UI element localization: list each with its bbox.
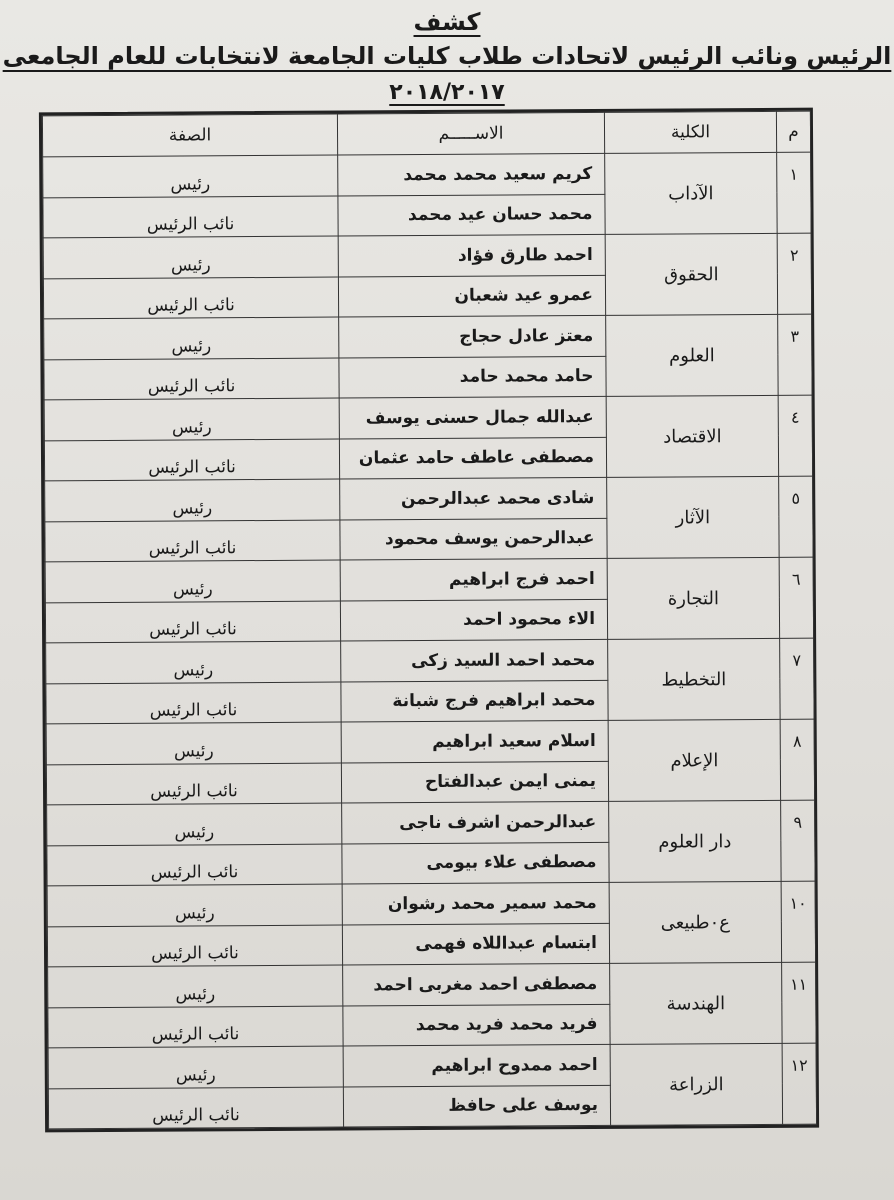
president-name: شادى محمد عبدالرحمن xyxy=(340,477,607,519)
kashf-text: كشف xyxy=(413,8,481,36)
faculty-cell: التخطيط xyxy=(608,638,780,720)
table-row xyxy=(46,719,814,764)
president-name: احمد طارق فؤاد xyxy=(338,234,605,276)
table-row xyxy=(43,233,811,278)
column-header-num: م xyxy=(776,111,810,152)
vice-name: يمنى ايمن عبدالفتاح xyxy=(341,761,608,803)
role-cell xyxy=(47,803,342,845)
role-cell xyxy=(43,196,338,238)
row-number: ٦ xyxy=(779,557,813,638)
president-name: محمد سمير محمد رشوان xyxy=(342,882,609,924)
president-role: رئيس xyxy=(171,417,212,438)
president-name: اسلام سعيد ابراهيم xyxy=(341,720,608,762)
faculty-cell: دار العلوم xyxy=(609,800,781,882)
column-header-faculty: الكلية xyxy=(604,111,776,153)
vice-name: ابتسام عبداللاه فهمى xyxy=(342,923,609,965)
vice-name: يوسف على حافظ xyxy=(343,1085,610,1127)
vice-role: نائب الرئيس xyxy=(147,295,235,316)
row-number: ١٠ xyxy=(781,881,815,962)
vice-role: نائب الرئيس xyxy=(152,1105,240,1126)
row-number: ٥ xyxy=(779,476,813,557)
role-cell xyxy=(48,965,343,1007)
president-name: محمد احمد السيد زكى xyxy=(341,639,608,681)
column-header-role: الصفة xyxy=(42,114,337,157)
faculty-cell: الإعلام xyxy=(608,719,780,801)
faculty-cell: التجارة xyxy=(607,557,779,639)
results-table-frame xyxy=(39,108,819,1133)
table-row xyxy=(48,1043,816,1088)
vice-name: حامد محمد حامد xyxy=(339,356,606,398)
president-role: رئيس xyxy=(174,822,215,843)
table-row xyxy=(47,881,815,926)
role-cell xyxy=(43,277,338,319)
vice-role: نائب الرئيس xyxy=(149,619,237,640)
row-number: ١٢ xyxy=(782,1043,816,1124)
president-role: رئيس xyxy=(175,1065,216,1086)
row-number: ١ xyxy=(777,152,811,233)
academic-year-text: ٢٠١٨/٢٠١٧ xyxy=(389,80,505,105)
president-role: رئيس xyxy=(174,903,215,924)
president-role: رئيس xyxy=(172,498,213,519)
role-cell xyxy=(47,925,342,967)
role-cell xyxy=(43,236,338,278)
vice-name: محمد ابراهيم فرج شبانة xyxy=(341,680,608,722)
role-cell xyxy=(48,1046,343,1088)
president-name: احمد ممدوح ابراهيم xyxy=(343,1044,610,1086)
table-row xyxy=(47,800,815,845)
role-cell xyxy=(48,1006,343,1048)
document-kashf-heading xyxy=(0,8,894,36)
table-row xyxy=(44,314,812,359)
president-name: احمد فرج ابراهيم xyxy=(340,558,607,600)
vice-name: عمرو عيد شعبان xyxy=(338,275,605,317)
table-row xyxy=(43,152,811,197)
table-row xyxy=(44,395,812,440)
faculty-cell: العلوم xyxy=(606,314,778,396)
table-row xyxy=(48,962,816,1007)
faculty-cell: الهندسة xyxy=(610,962,782,1044)
results-table xyxy=(42,111,817,1130)
vice-role: نائب الرئيس xyxy=(148,538,237,559)
faculty-cell: ع٠طبيعى xyxy=(609,881,781,963)
column-header-name: الاســـــم xyxy=(337,112,604,155)
row-number: ٨ xyxy=(780,719,814,800)
table-body xyxy=(43,152,817,1129)
vice-name: مصطفى علاء بيومى xyxy=(342,842,609,884)
vice-role: نائب الرئيس xyxy=(148,457,236,478)
president-role: رئيس xyxy=(171,336,212,357)
academic-year xyxy=(0,80,894,105)
president-role: رئيس xyxy=(170,255,211,276)
role-cell xyxy=(44,398,339,440)
role-cell xyxy=(44,439,339,481)
president-role: رئيس xyxy=(172,579,213,600)
president-name: عبدالله جمال حسنى يوسف xyxy=(339,396,606,438)
vice-role: نائب الرئيس xyxy=(150,862,239,883)
president-role: رئيس xyxy=(173,741,214,762)
role-cell xyxy=(46,763,341,805)
role-cell xyxy=(46,682,341,724)
row-number: ٩ xyxy=(781,800,815,881)
president-role: رئيس xyxy=(173,660,214,681)
document-title: الرئيس ونائب الرئيس لاتحادات طلاب كليات الجامعة لانتخابات للعام الجامعى xyxy=(2,42,892,70)
vice-role: نائب الرئيس xyxy=(149,700,238,721)
faculty-cell: الآداب xyxy=(605,152,777,234)
vice-role: نائب الرئيس xyxy=(151,1024,240,1045)
vice-name: مصطفى عاطف حامد عثمان xyxy=(339,437,606,479)
table-row xyxy=(45,476,813,521)
president-role: رئيس xyxy=(170,174,211,195)
role-cell xyxy=(45,520,340,562)
vice-name: محمد حسان عيد محمد xyxy=(338,194,605,236)
president-name: عبدالرحمن اشرف ناجى xyxy=(342,801,609,843)
row-number: ٧ xyxy=(780,638,814,719)
role-cell xyxy=(43,155,338,197)
role-cell xyxy=(46,641,341,683)
vice-name: عبدالرحمن يوسف محمود xyxy=(340,518,607,560)
role-cell xyxy=(47,884,342,926)
faculty-cell: الزراعة xyxy=(610,1043,782,1125)
vice-role: نائب الرئيس xyxy=(151,943,239,964)
table-row xyxy=(46,638,814,683)
president-role: رئيس xyxy=(175,984,216,1005)
role-cell xyxy=(46,722,341,764)
role-cell xyxy=(45,601,340,643)
vice-role: نائب الرئيس xyxy=(147,376,236,397)
row-number: ٢ xyxy=(777,233,811,314)
president-name: مصطفى احمد مغربى احمد xyxy=(343,963,610,1005)
vice-name: فريد محمد فريد محمد xyxy=(343,1004,610,1046)
faculty-cell: الاقتصاد xyxy=(606,395,778,477)
role-cell xyxy=(47,844,342,886)
faculty-cell: الحقوق xyxy=(605,233,777,315)
faculty-cell: الآثار xyxy=(607,476,779,558)
role-cell xyxy=(44,358,339,400)
table-header-row xyxy=(42,111,810,157)
role-cell xyxy=(48,1087,343,1129)
vice-name: الاء محمود احمد xyxy=(340,599,607,641)
vice-role: نائب الرئيس xyxy=(150,781,238,802)
role-cell xyxy=(44,317,339,359)
president-name: معتز عادل حجاج xyxy=(339,315,606,357)
role-cell xyxy=(45,479,340,521)
vice-role: نائب الرئيس xyxy=(146,214,235,235)
row-number: ١١ xyxy=(782,962,816,1043)
row-number: ٤ xyxy=(778,395,812,476)
role-cell xyxy=(45,560,340,602)
table-row xyxy=(45,557,813,602)
row-number: ٣ xyxy=(778,314,812,395)
president-name: كريم سعيد محمد محمد xyxy=(338,153,605,195)
